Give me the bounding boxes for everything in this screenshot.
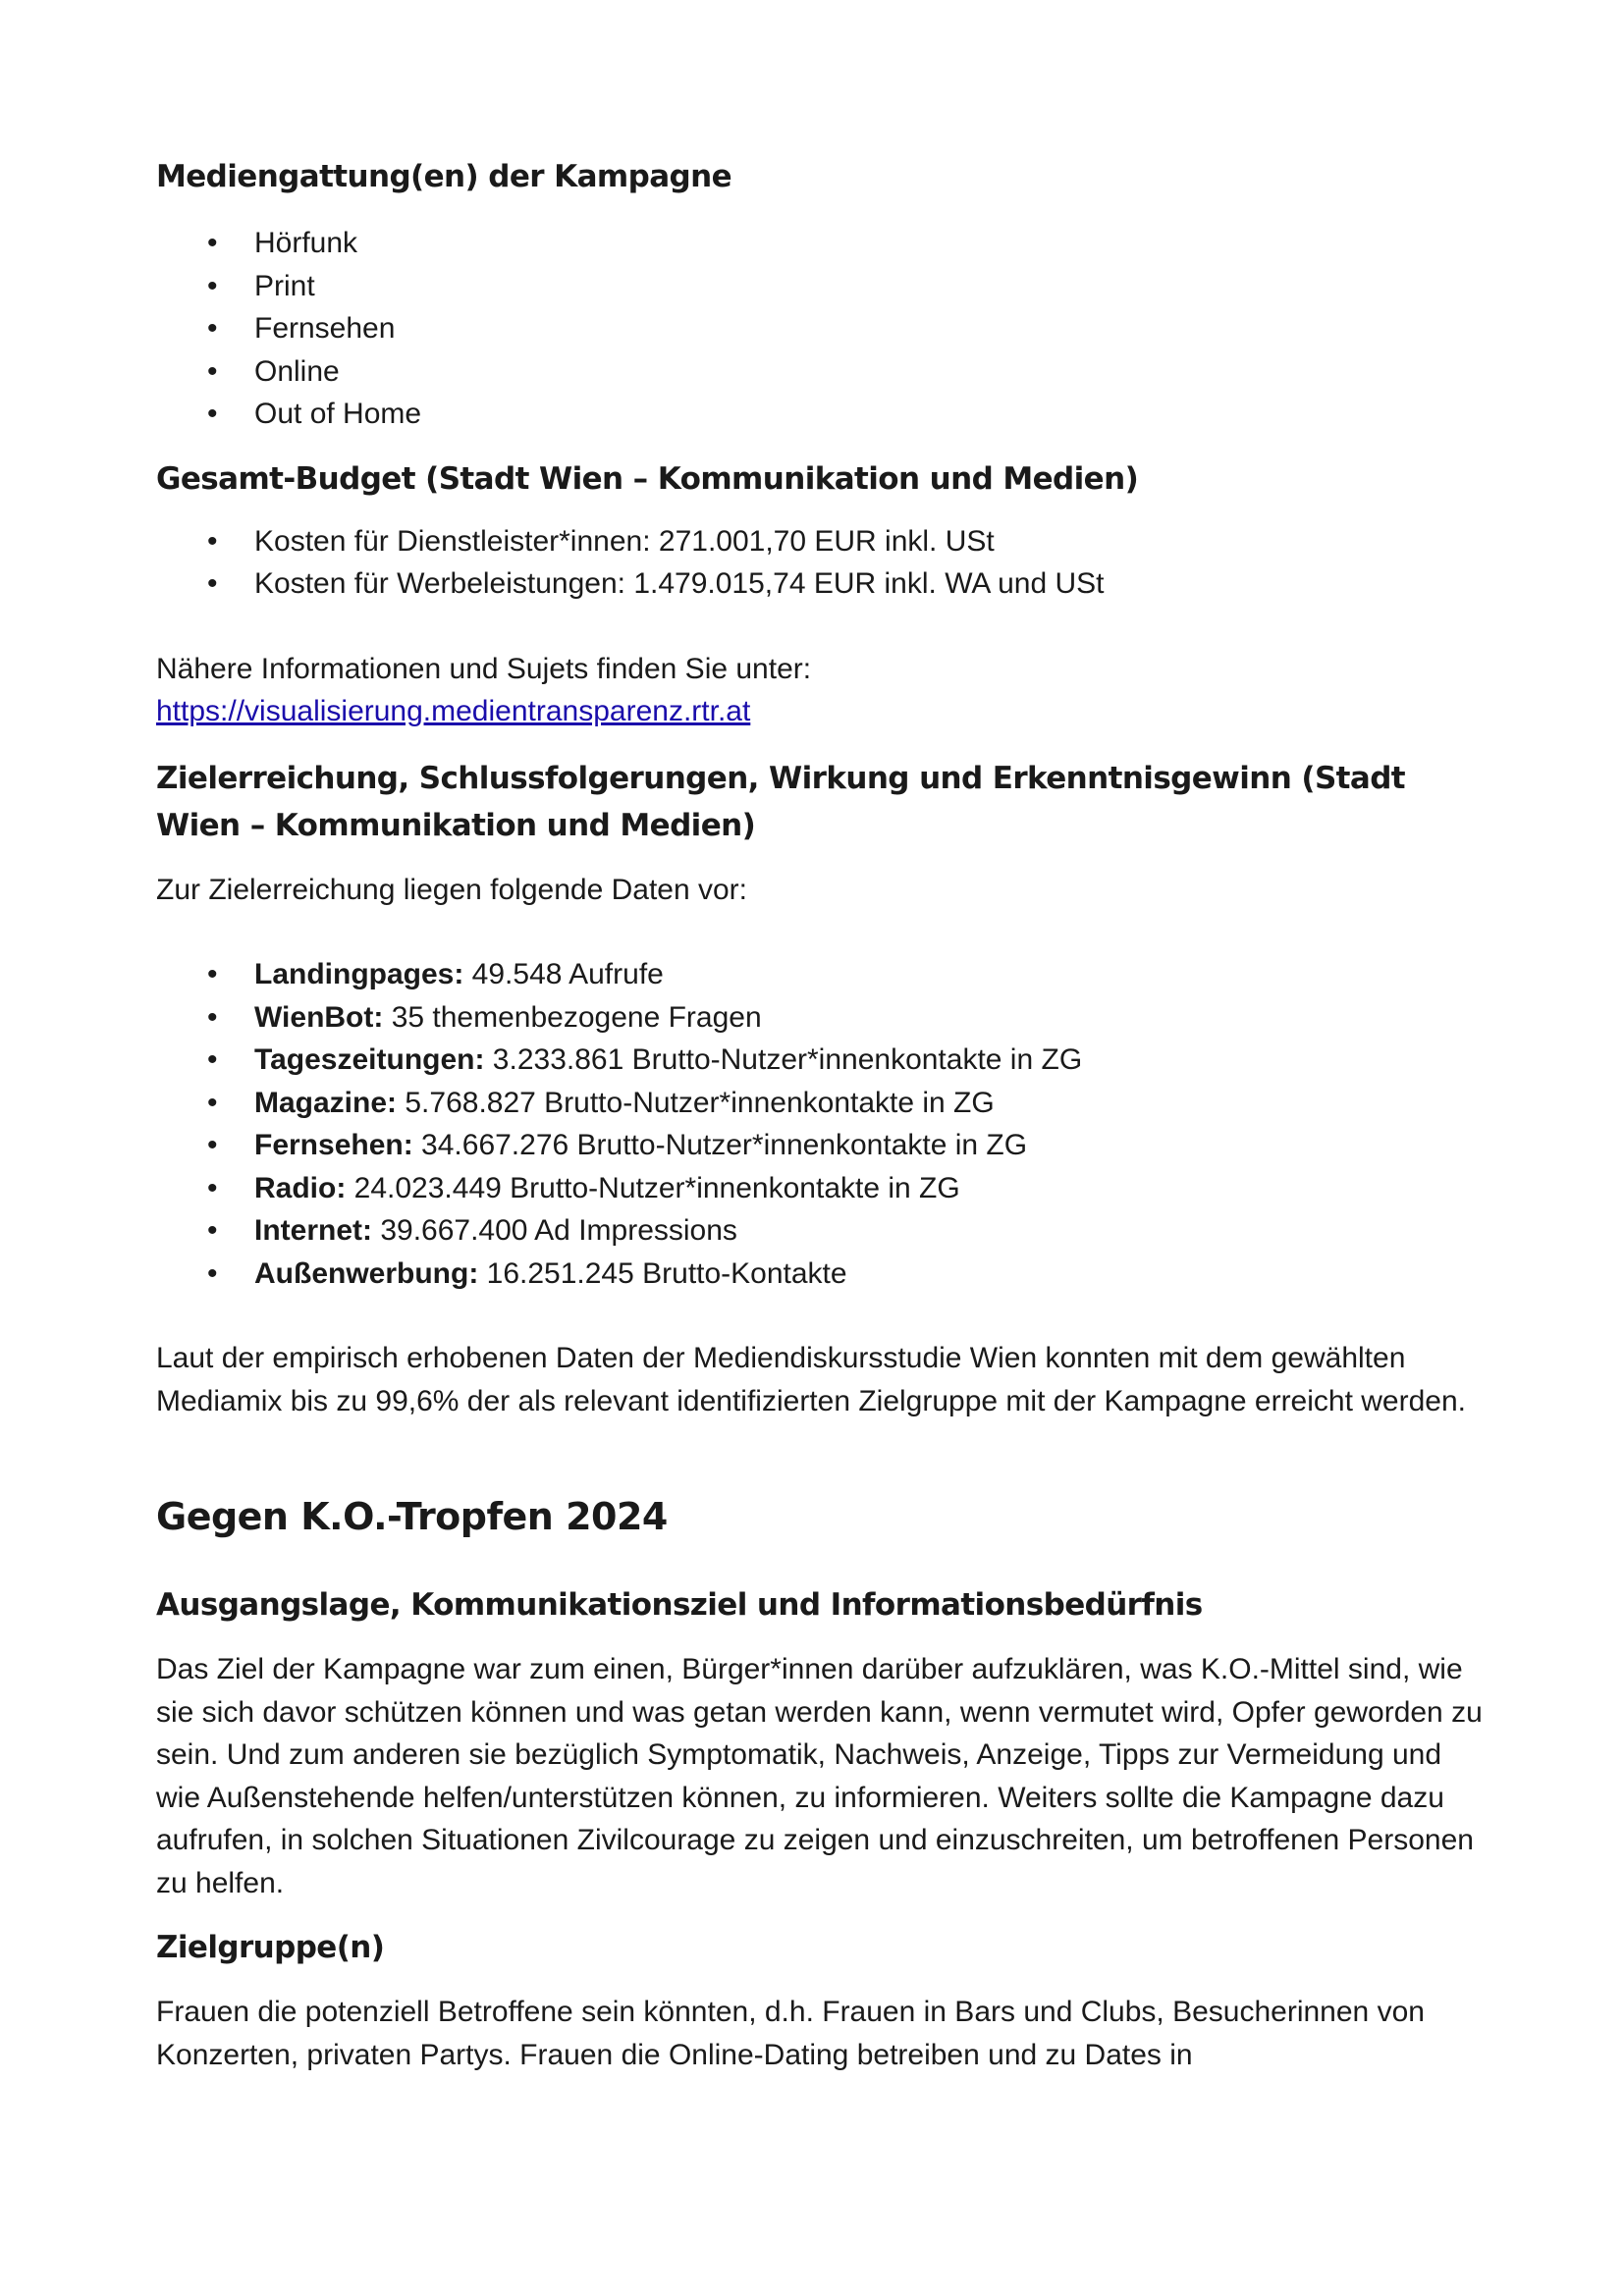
item-label: Landingpages: — [254, 958, 464, 990]
campaign-title: Gegen K.O.-Tropfen 2024 — [156, 1495, 668, 1538]
list-item — [254, 1253, 1491, 1296]
goal-achievement-heading: Zielerreichung, Schlussfolgerungen, Wirkung und Erkenntnisgewinn (Stadt Wien – Kommunikation und Medien) — [156, 760, 1406, 843]
situation-heading: Ausgangslage, Kommunikationsziel und Informationsbedürfnis — [156, 1587, 1203, 1623]
item-label: Internet: — [254, 1214, 372, 1247]
list-item — [254, 1209, 1491, 1253]
item-label: Radio: — [254, 1171, 347, 1204]
target-group-heading: Zielgruppe(n) — [156, 1930, 385, 1965]
item-label: Tageszeitungen: — [254, 1043, 485, 1076]
item-value: 34.667.276 Brutto-Nutzer*innenkontakte in ZG — [412, 1129, 1028, 1161]
summary-text: Laut der empirisch erhobenen Daten der Mediendiskursstudie Wien konnten mit dem gewählten Mediamix bis zu 99,6% der als relevant identifizierten Zielgruppe mit der Kampagne erreicht werden. — [156, 1342, 1466, 1417]
item-value: 39.667.400 Ad Impressions — [372, 1214, 737, 1247]
document-page — [156, 147, 1491, 2076]
list-item — [254, 1124, 1491, 1167]
list-item — [254, 1039, 1491, 1082]
media-types-heading: Mediengattung(en) der Kampagne — [156, 159, 732, 194]
item-label: WienBot: — [254, 1000, 384, 1034]
media-types-list — [156, 222, 1491, 436]
budget-heading: Gesamt-Budget (Stadt Wien – Kommunikation und Medien) — [156, 460, 1139, 497]
item-value: 49.548 Aufrufe — [463, 958, 664, 990]
item-value: 24.023.449 Brutto-Nutzer*innenkontakte in ZG — [346, 1171, 960, 1204]
item-label: Fernsehen: — [254, 1129, 413, 1161]
info-text: Nähere Informationen und Sujets finden Sie unter: — [156, 652, 812, 685]
item-value: 5.768.827 Brutto-Nutzer*innenkontakte in ZG — [397, 1086, 995, 1119]
list-item — [254, 1082, 1491, 1125]
item-value: 3.233.861 Brutto-Nutzer*innenkontakte in ZG — [484, 1043, 1083, 1076]
list-item: • Kosten für Werbeleistungen: 1.479.015,74 EUR inkl. WA und USt — [254, 562, 1491, 606]
list-item: • Hörfunk — [254, 222, 1491, 265]
budget-list — [156, 520, 1491, 606]
list-item — [254, 996, 1491, 1040]
list-item: • Kosten für Dienstleister*innen: 271.001,70 EUR inkl. USt — [254, 520, 1491, 563]
item-label: Magazine: — [254, 1086, 398, 1119]
list-item: • Out of Home — [254, 393, 1491, 436]
list-item — [254, 953, 1491, 996]
list-item: • Fernsehen — [254, 307, 1491, 350]
list-item — [254, 1167, 1491, 1210]
goal-data-list — [156, 953, 1491, 1295]
situation-text: Das Ziel der Kampagne war zum einen, Bürger*innen darüber aufzuklären, was K.O.-Mittel sind, wie sie sich davor schützen können und was getan werden kann, wenn vermutet wird, Opfer geworden zu sein. Und zum anderen sie bezüglich Symptomatik, Nachweis, Anzeige, Tipps zur Vermeidung und wie Außenstehende helfen/unterstützen können, zu informieren. Weiters sollte die Kampagne dazu aufrufen, in solchen Situationen Zivilcourage zu zeigen und einzuschreiten, um betroffenen Personen zu helfen. — [156, 1653, 1483, 1899]
goal-intro-text: Zur Zielerreichung liegen folgende Daten vor: — [156, 873, 748, 906]
item-value: 16.251.245 Brutto-Kontakte — [478, 1256, 847, 1290]
item-label: Außenwerbung: — [254, 1256, 479, 1290]
rtr-link[interactable]: https://visualisierung.medientransparenz.rtr.at — [156, 695, 751, 727]
list-item: • Print — [254, 265, 1491, 308]
list-item: • Online — [254, 350, 1491, 394]
item-value: 35 themenbezogene Fragen — [383, 1000, 762, 1034]
target-group-text: Frauen die potenziell Betroffene sein könnten, d.h. Frauen in Bars und Clubs, Besucherinnen von Konzerten, privaten Partys. Frauen die Online-Dating betreiben und zu Dates in — [156, 1996, 1425, 2071]
